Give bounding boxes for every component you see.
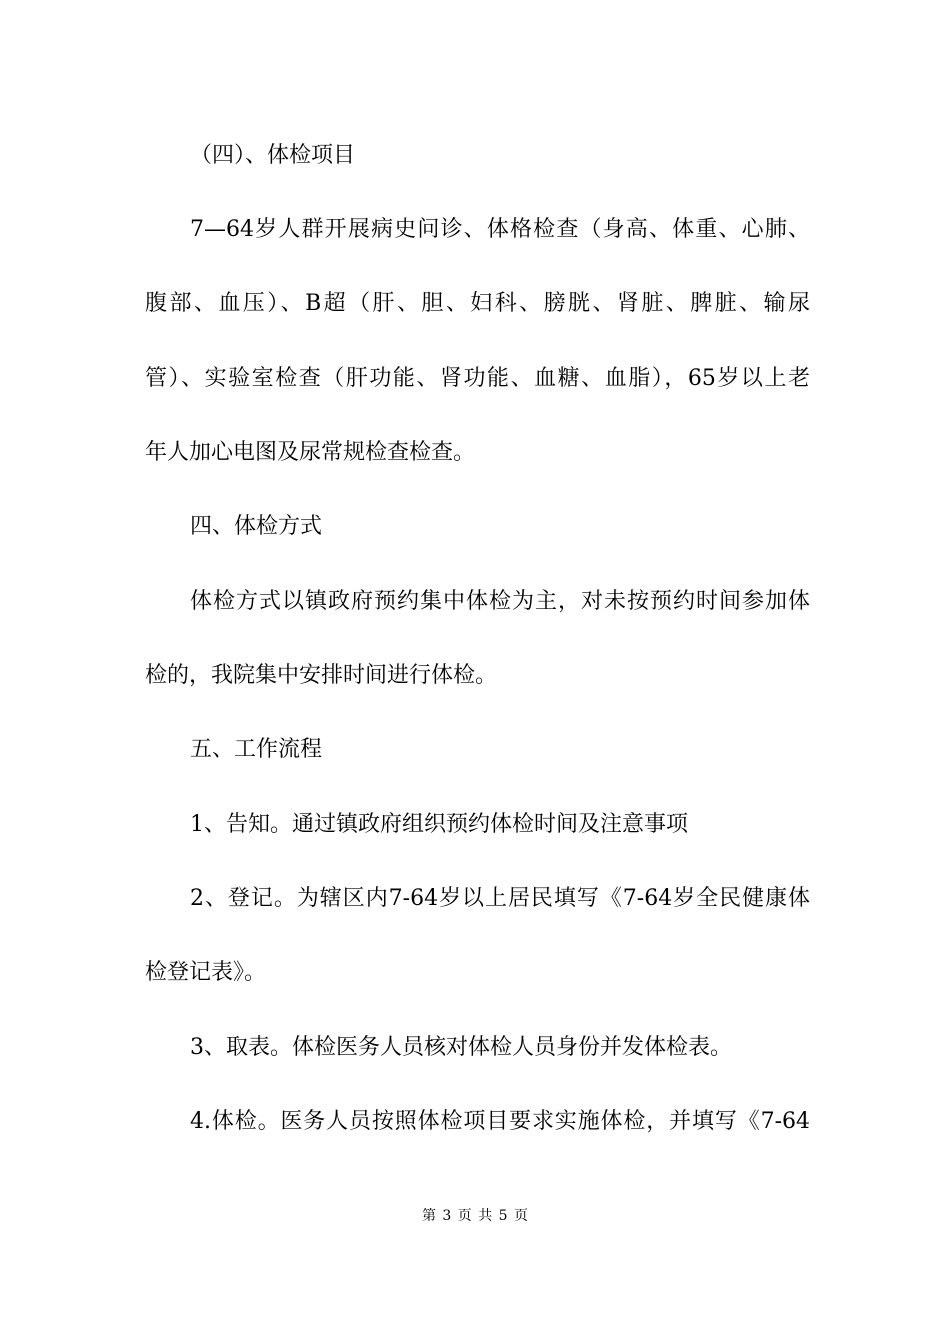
footer-suffix: 页 xyxy=(514,1208,529,1224)
paragraph-line: 检的，我院集中安排时间进行体检。 xyxy=(145,663,498,688)
section-heading-exam-items: （四）、体检项目 xyxy=(190,143,356,168)
list-item: 2、登记。为辖区内7-64岁以上居民填写《7-64岁全民健康体 xyxy=(190,886,810,911)
footer-prefix: 第 xyxy=(421,1208,436,1224)
paragraph-line: 年人加心电图及尿常规检查检查。 xyxy=(145,440,476,465)
paragraph-line: 7—64岁人群开展病史问诊、体格检查（身高、体重、心肺、 xyxy=(190,217,810,242)
footer-current-page: 3 xyxy=(442,1208,452,1224)
list-item-continuation: 检登记表》。 xyxy=(145,960,267,985)
list-item: 4.体检。医务人员按照体检项目要求实施体检，并填写《7-64 xyxy=(190,1109,810,1134)
paragraph-line: 腹部、血压）、B超（肝、胆、妇科、膀胱、肾脏、脾脏、输尿 xyxy=(145,291,810,316)
list-item: 1、告知。通过镇政府组织预约体检时间及注意事项 xyxy=(190,812,688,837)
list-item: 3、取表。体检医务人员核对体检人员身份并发体检表。 xyxy=(190,1035,732,1060)
paragraph-line: 体检方式以镇政府预约集中体检为主，对未按预约时间参加体 xyxy=(190,589,810,614)
footer-total-prefix: 共 xyxy=(478,1208,493,1224)
page-footer xyxy=(0,1206,950,1226)
paragraph-line: 管）、实验室检查（肝功能、肾功能、血糖、血脂），65岁以上老 xyxy=(145,366,810,391)
section-heading-workflow: 五、工作流程 xyxy=(190,737,323,762)
footer-mid: 页 xyxy=(457,1208,472,1224)
footer-total-pages: 5 xyxy=(498,1208,508,1224)
section-heading-exam-method: 四、体检方式 xyxy=(190,514,323,539)
